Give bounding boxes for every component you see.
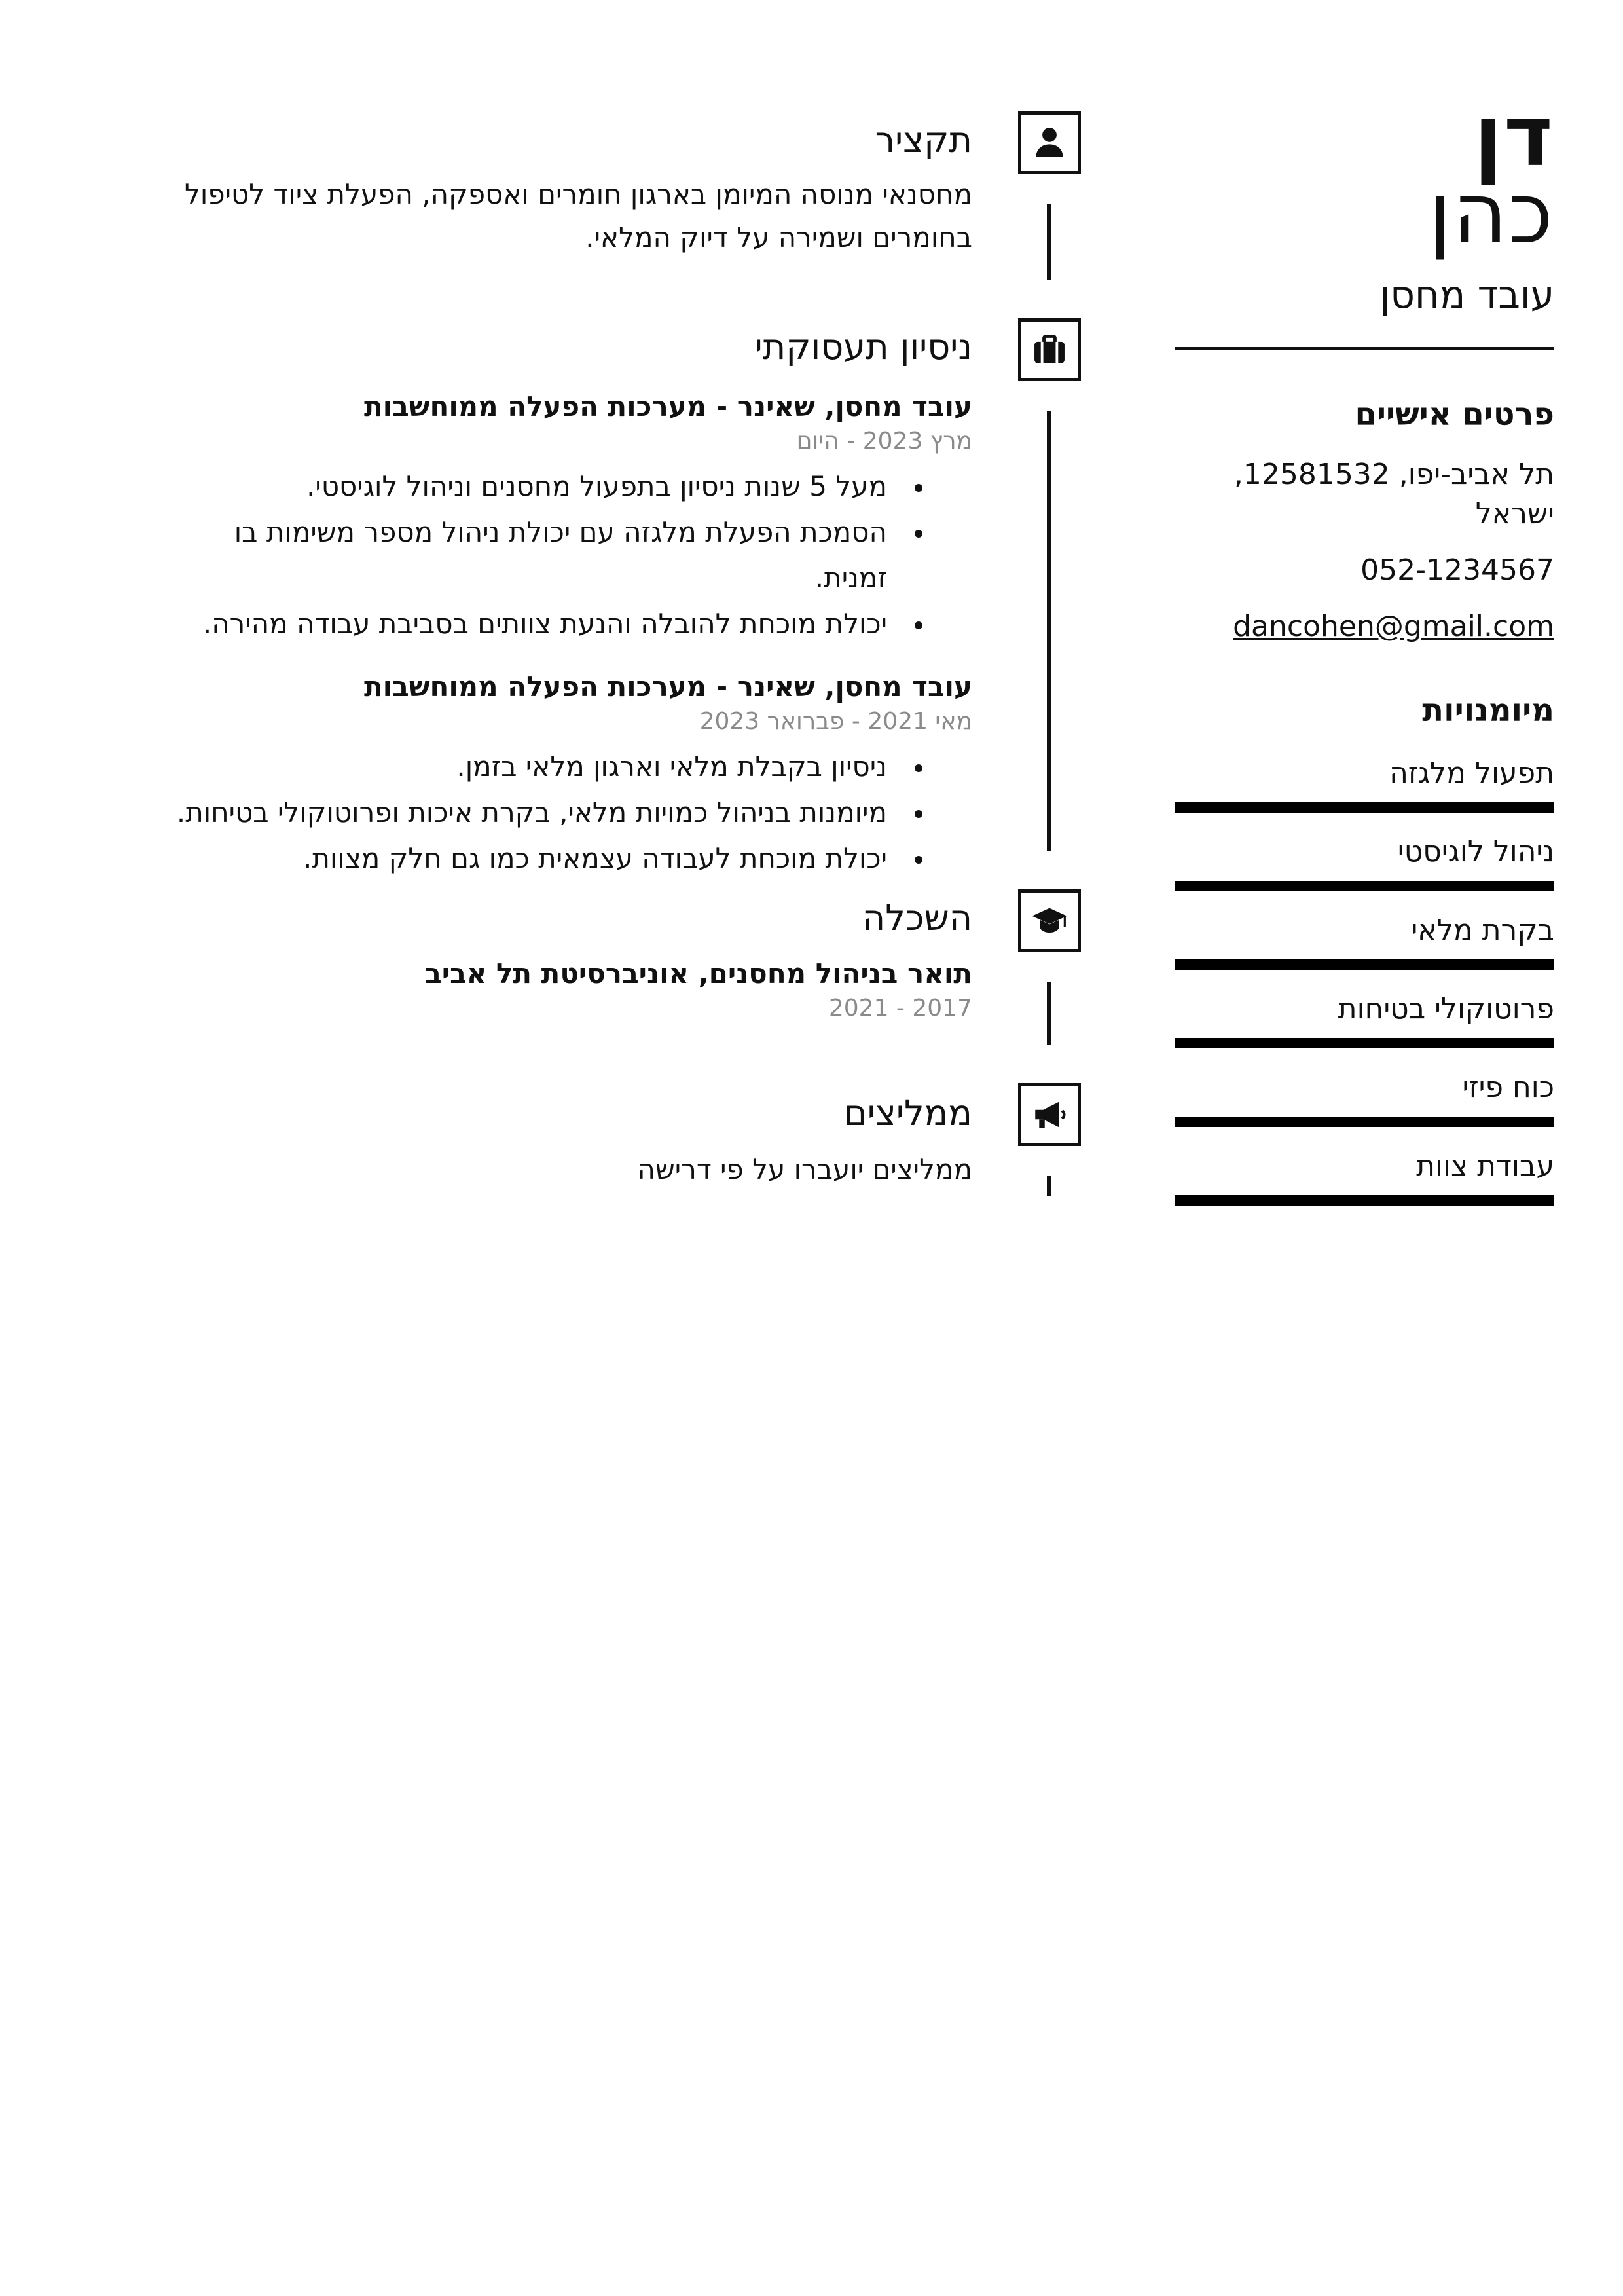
skill-item [1175, 990, 1554, 1048]
job-dates: מאי 2021 - פברואר 2023 [699, 708, 972, 735]
phone-number: 052-1234567 [1360, 553, 1554, 587]
summary-section [167, 117, 972, 259]
references-heading: ממליצים [843, 1092, 972, 1134]
job-entry [167, 388, 972, 647]
skills-list [1175, 754, 1554, 1206]
bullet-item: ניסיון בקבלת מלאי וארגון מלאי בזמן. [167, 744, 887, 790]
bullet-item: יכולת מוכחת להובלה והנעת צוותים בסביבת עבודה מהירה. [167, 601, 887, 647]
summary-heading: תקציר [875, 119, 972, 160]
last-name: כהן [1428, 165, 1554, 263]
address: תל אביב-יפו, 12581532, ישראל [1233, 458, 1554, 530]
bullet-item: מעל 5 שנות ניסיון בתפעול מחסנים וניהול לוגיסטי. [167, 464, 887, 509]
job-dates: מרץ 2023 - היום [796, 428, 972, 454]
megaphone-icon [1018, 1083, 1081, 1146]
skill-item [1175, 754, 1554, 813]
education-entry [167, 955, 972, 1024]
job-title: עובד מחסן, שאינר - מערכות הפעלה ממוחשבות [363, 671, 972, 703]
summary-text: מחסנאי מנוסה המיומן בארגון חומרים ואספקה, הפעלת ציוד לטיפול בחומרים ושמירה על דיוק המלאי. [185, 178, 972, 253]
skill-bar-fill [1175, 1117, 1554, 1127]
skill-bar [1175, 1117, 1554, 1127]
email-line [1175, 607, 1554, 646]
skill-bar-fill [1175, 1195, 1554, 1206]
skill-label: תפעול מלגזה [1389, 756, 1554, 790]
timeline-segment [1047, 982, 1051, 1045]
degree-title: תואר בניהול מחסנים, אוניברסיטת תל אביב [425, 957, 972, 990]
skill-item [1175, 1147, 1554, 1206]
skill-bar-fill [1175, 802, 1554, 813]
sidebar [1175, 88, 1554, 1206]
skill-label: בקרת מלאי [1411, 914, 1554, 947]
skill-bar-fill [1175, 881, 1554, 891]
references-section [167, 1090, 972, 1189]
job-title: עובד מחסן [1379, 272, 1554, 317]
skill-bar [1175, 881, 1554, 891]
skill-item [1175, 1068, 1554, 1127]
name-block [1175, 88, 1554, 263]
education-section [167, 895, 972, 1024]
experience-section [167, 324, 972, 881]
timeline-segment [1047, 411, 1051, 851]
skill-bar [1175, 1038, 1554, 1048]
skill-label: עבודת צוות [1416, 1149, 1554, 1183]
education-dates: 2017 - 2021 [828, 995, 972, 1022]
skill-item [1175, 911, 1554, 970]
skill-item [1175, 832, 1554, 891]
job-bullets [167, 744, 887, 881]
experience-heading: ניסיון תעסוקתי [754, 326, 972, 367]
job-entry [167, 668, 972, 881]
personal-details-heading: פרטים אישיים [1355, 396, 1554, 433]
skill-label: ניהול לוגיסטי [1397, 835, 1554, 868]
timeline-segment [1047, 1176, 1051, 1196]
name-divider [1175, 347, 1554, 350]
education-heading: השכלה [862, 897, 972, 938]
briefcase-icon [1018, 318, 1081, 381]
skills-heading: מיומנויות [1422, 692, 1554, 729]
skill-bar [1175, 959, 1554, 970]
email-link[interactable]: dancohen@gmail.com [1233, 610, 1554, 643]
job-bullets [167, 464, 887, 647]
skill-bar [1175, 1195, 1554, 1206]
bullet-item: יכולת מוכחת לעבודה עצמאית כמו גם חלק מצוות. [167, 836, 887, 881]
skill-bar-fill [1175, 959, 1554, 970]
job-title: עובד מחסן, שאינר - מערכות הפעלה ממוחשבות [363, 390, 972, 422]
first-name: דן [1473, 88, 1554, 185]
references-text: ממליצים יועברו על פי דרישה [637, 1153, 972, 1185]
skill-bar-fill [1175, 1038, 1554, 1048]
graduation-cap-icon [1018, 889, 1081, 952]
skill-bar [1175, 802, 1554, 813]
skill-label: כוח פיזי [1462, 1071, 1554, 1104]
bullet-item: הסמכת הפעלת מלגזה עם יכולת ניהול מספר משימות בו זמנית. [167, 509, 887, 601]
phone [1175, 551, 1554, 590]
bullet-item: מיומנות בניהול כמויות מלאי, בקרת איכות ופרוטוקולי בטיחות. [167, 790, 887, 836]
person-icon [1018, 111, 1081, 174]
timeline-segment [1047, 204, 1051, 280]
skill-label: פרוטוקולי בטיחות [1338, 992, 1554, 1026]
